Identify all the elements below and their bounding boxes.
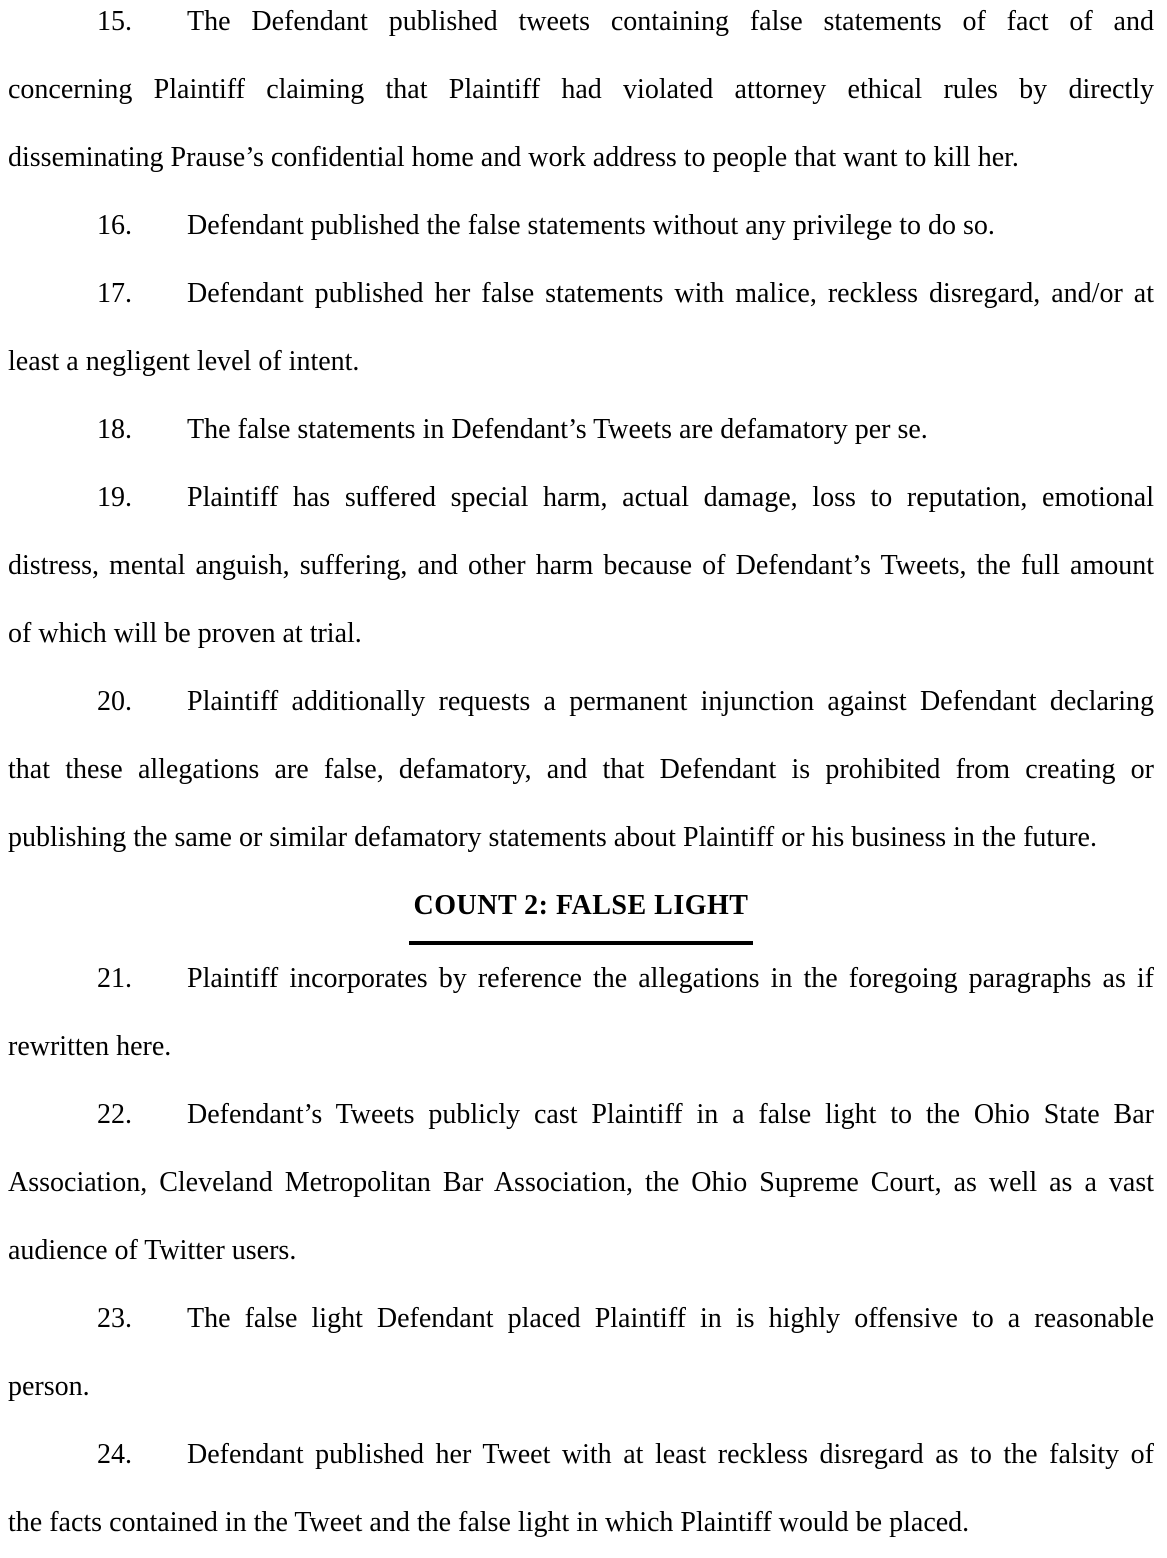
paragraph-line: the facts contained in the Tweet and the false light in which Plaintiff would be placed. xyxy=(8,1507,970,1538)
paragraph-number: 20. xyxy=(97,686,132,717)
paragraph-line: Association, Cleveland Metropolitan Bar Association, the Ohio Supreme Court, as well as a vast xyxy=(8,1167,1154,1198)
paragraph-line: least a negligent level of intent. xyxy=(8,346,360,377)
paragraph-line: person. xyxy=(8,1371,90,1402)
paragraph-number: 23. xyxy=(97,1303,132,1334)
paragraph-line: 20. Plaintiff additionally requests a permanent injunction against Defendant declaring xyxy=(8,668,1154,736)
paragraph-line: distress, mental anguish, suffering, and other harm because of Defendant’s Tweets, the full amount xyxy=(8,550,1154,581)
paragraph-line: 19. Plaintiff has suffered special harm, actual damage, loss to reputation, emotional xyxy=(8,464,1154,532)
paragraph-number: 16. xyxy=(97,210,132,241)
paragraph-number: 18. xyxy=(97,414,132,445)
paragraph-line: disseminating Prause’s confidential home and work address to people that want to kill her. xyxy=(8,142,1019,173)
section-heading xyxy=(8,872,1154,945)
paragraph-line: that these allegations are false, defamatory, and that Defendant is prohibited from creating or xyxy=(8,754,1154,785)
paragraph-line: 15. The Defendant published tweets containing false statements of fact of and xyxy=(8,0,1154,56)
paragraph-line: 24. Defendant published her Tweet with at least reckless disregard as to the falsity of xyxy=(8,1421,1154,1489)
paragraph-number: 15. xyxy=(97,6,132,37)
paragraph-line: 21. Plaintiff incorporates by reference the allegations in the foregoing paragraphs as if xyxy=(8,945,1154,1013)
paragraph-line: 23. The false light Defendant placed Plaintiff in is highly offensive to a reasonable xyxy=(8,1285,1154,1353)
paragraph-line: publishing the same or similar defamatory statements about Plaintiff or his business in the future. xyxy=(8,822,1097,853)
paragraph-number: 21. xyxy=(97,963,132,994)
paragraph-number: 17. xyxy=(97,278,132,309)
paragraph-number: 19. xyxy=(97,482,132,513)
paragraph-line: 17. Defendant published her false statements with malice, reckless disregard, and/or at xyxy=(8,260,1154,328)
paragraph-line: audience of Twitter users. xyxy=(8,1235,297,1266)
paragraph-line: rewritten here. xyxy=(8,1031,172,1062)
document-body xyxy=(8,0,1154,1557)
paragraph-line: 22. Defendant’s Tweets publicly cast Plaintiff in a false light to the Ohio State Bar xyxy=(8,1081,1154,1149)
paragraph-line: 16. Defendant published the false statements without any privilege to do so. xyxy=(8,192,1154,260)
paragraph-line: concerning Plaintiff claiming that Plaintiff had violated attorney ethical rules by directly xyxy=(8,74,1154,105)
paragraph-number: 22. xyxy=(97,1099,132,1130)
section-heading-text: COUNT 2: FALSE LIGHT xyxy=(409,872,754,945)
paragraph-number: 24. xyxy=(97,1439,132,1470)
paragraph-line: 18. The false statements in Defendant’s Tweets are defamatory per se. xyxy=(8,396,1154,464)
paragraph-line: of which will be proven at trial. xyxy=(8,618,362,649)
